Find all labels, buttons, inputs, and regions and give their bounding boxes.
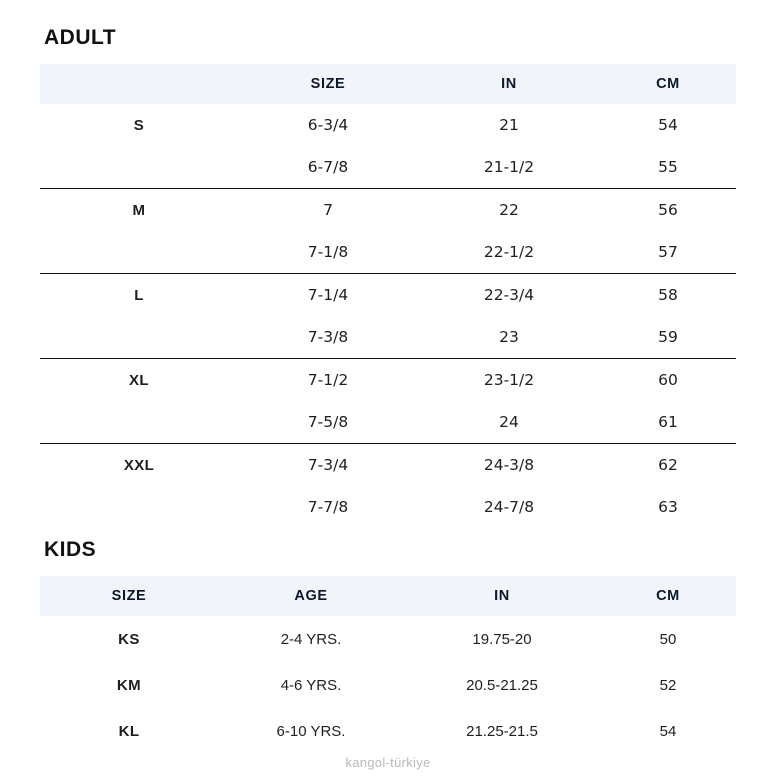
adult-size-value: 7-1/4 (307, 286, 349, 304)
adult-size-value: 6-7/8 (238, 146, 418, 189)
adult-size-value: 6-3/4 (307, 116, 349, 134)
kids-size-label: KS (118, 630, 140, 648)
kids-header-in: IN (404, 576, 600, 616)
kids-age-value: 4-6 YRS. (280, 676, 342, 694)
adult-in-value: 22-1/2 (418, 231, 600, 274)
adult-size-label (40, 401, 238, 444)
kids-header-cm: CM (600, 576, 736, 616)
adult-cm-value: 61 (600, 401, 736, 444)
adult-size-value: 7-7/8 (307, 498, 349, 516)
table-row (40, 104, 736, 146)
adult-in-value: 21 (499, 116, 519, 134)
kids-size-table (40, 576, 736, 754)
table-row (40, 146, 736, 189)
kids-in-value: 21.25-21.5 (466, 722, 538, 740)
adult-size-value: 7-3/4 (307, 456, 349, 474)
watermark-text: kangol-türkiye (345, 755, 431, 770)
table-row (40, 444, 736, 487)
adult-cm-value: 60 (658, 371, 678, 389)
adult-section-title: ADULT (44, 26, 117, 49)
table-row (40, 189, 736, 232)
adult-cm-value: 59 (600, 316, 736, 359)
adult-cm-value: 57 (600, 231, 736, 274)
adult-in-value: 24 (418, 401, 600, 444)
kids-size-label: KM (116, 676, 142, 694)
adult-cm-value: 62 (658, 456, 678, 474)
adult-header-blank (40, 64, 238, 104)
kids-table-body (40, 616, 736, 754)
kids-header-age: AGE (218, 576, 404, 616)
adult-size-value: 7-1/2 (307, 371, 349, 389)
adult-size-label: XL (129, 371, 149, 389)
table-row (40, 616, 736, 662)
adult-size-label (40, 146, 238, 189)
kids-age-value: 2-4 YRS. (280, 630, 342, 648)
adult-size-label (40, 231, 238, 274)
kids-header-size: SIZE (40, 576, 218, 616)
adult-in-value: 23-1/2 (483, 371, 535, 389)
kids-table-header (40, 576, 736, 616)
kids-cm-value: 52 (659, 676, 677, 694)
adult-cm-value: 63 (658, 498, 678, 516)
adult-size-label: XXL (123, 456, 155, 474)
adult-cm-value: 54 (658, 116, 678, 134)
adult-header-in: IN (418, 64, 600, 104)
adult-size-label (40, 316, 238, 359)
adult-size-label: L (134, 286, 144, 304)
adult-size-value: 7-5/8 (238, 401, 418, 444)
adult-in-value: 21-1/2 (418, 146, 600, 189)
adult-in-value: 22-3/4 (483, 286, 535, 304)
kids-in-value: 20.5-21.25 (466, 676, 538, 694)
table-row (40, 662, 736, 708)
adult-cm-value: 55 (600, 146, 736, 189)
table-row (40, 486, 736, 528)
kids-age-value: 6-10 YRS. (276, 722, 346, 740)
kids-size-label: KL (118, 722, 140, 740)
table-header-row (40, 576, 736, 616)
adult-size-value: 7-1/8 (238, 231, 418, 274)
adult-table-header (40, 64, 736, 104)
adult-in-value: 22 (499, 201, 519, 219)
adult-size-label: S (133, 116, 145, 134)
adult-table-body (40, 104, 736, 528)
table-header-row (40, 64, 736, 104)
kids-section-title: KIDS (44, 538, 97, 561)
table-row (40, 708, 736, 754)
adult-header-cm: CM (600, 64, 736, 104)
table-row (40, 401, 736, 444)
kids-cm-value: 54 (659, 722, 677, 740)
kids-cm-value: 50 (659, 630, 677, 648)
kids-in-value: 19.75-20 (472, 630, 532, 648)
table-row (40, 359, 736, 402)
adult-size-value: 7 (323, 201, 333, 219)
table-row (40, 231, 736, 274)
table-row (40, 316, 736, 359)
adult-header-size: SIZE (238, 64, 418, 104)
adult-cm-value: 58 (658, 286, 678, 304)
adult-size-label: M (132, 201, 146, 219)
adult-size-label (40, 486, 238, 528)
adult-size-value: 7-3/8 (238, 316, 418, 359)
table-row (40, 274, 736, 317)
adult-in-value: 24-3/8 (483, 456, 535, 474)
adult-in-value: 23 (418, 316, 600, 359)
adult-cm-value: 56 (658, 201, 678, 219)
adult-size-table (40, 64, 736, 528)
adult-in-value: 24-7/8 (483, 498, 535, 516)
